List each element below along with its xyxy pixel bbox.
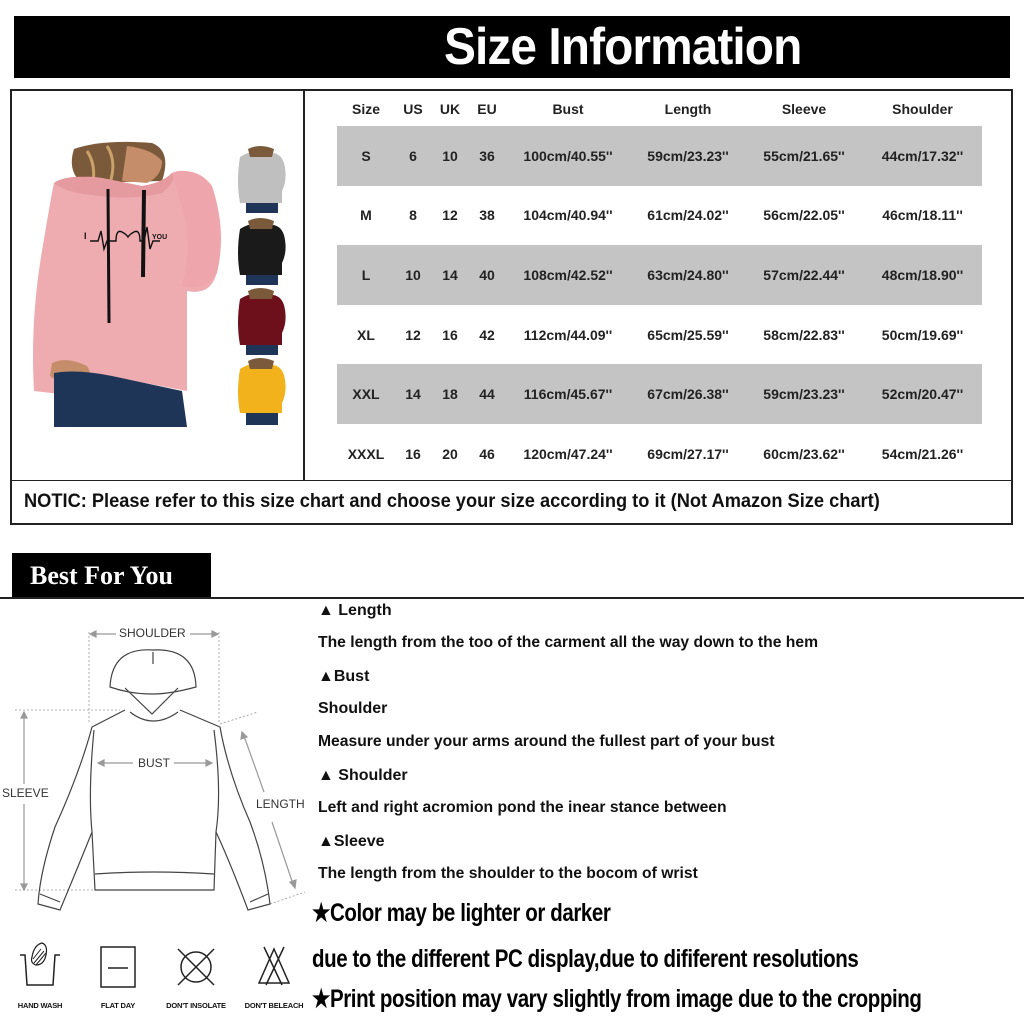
table-row <box>337 186 982 246</box>
cell-bust: 112cm/44.09'' <box>523 326 613 343</box>
best-for-you-tab <box>12 553 211 598</box>
care-label: DON'T BELEACH <box>244 1001 304 1010</box>
cell-uk: 18 <box>431 364 469 424</box>
cell-us: 8 <box>409 207 417 224</box>
cell-sleeve: 55cm/21.65'' <box>745 126 863 186</box>
cell-uk: 12 <box>442 207 458 224</box>
cell-eu: 38 <box>479 207 495 224</box>
cell-size: XXL <box>337 364 395 424</box>
cell-sleeve: 59cm/23.23'' <box>745 364 863 424</box>
size-table-panel <box>307 91 1011 480</box>
page-title: Size Information <box>444 18 802 76</box>
color-variant-yellow <box>238 358 286 425</box>
care-hand-wash <box>0 935 80 1010</box>
cell-sleeve: 56cm/22.05'' <box>763 207 845 224</box>
length-description: The length from the too of the carment all the way down to the hem <box>318 634 819 651</box>
header-eu: EU <box>477 100 497 117</box>
table-row <box>337 364 982 424</box>
cell-shoulder: 50cm/19.69'' <box>881 326 964 343</box>
cell-shoulder: 54cm/21.26'' <box>881 445 964 462</box>
care-flat-dry <box>78 935 158 1010</box>
cell-shoulder: 46cm/18.11'' <box>882 207 963 224</box>
bust-description: Measure under your arms around the fullest part of your bust <box>318 733 775 750</box>
cell-size: S <box>337 126 395 186</box>
table-row <box>337 245 982 305</box>
care-instructions <box>0 935 310 1020</box>
size-table <box>337 91 982 484</box>
cell-eu: 44 <box>469 364 505 424</box>
cell-length: 65cm/25.59'' <box>647 326 729 343</box>
care-label: FLAT DAY <box>100 1001 136 1010</box>
cell-shoulder: 52cm/20.47'' <box>863 364 982 424</box>
cell-eu: 46 <box>479 445 495 462</box>
measurement-diagram <box>0 612 310 912</box>
cell-eu: 36 <box>469 126 505 186</box>
cell-us: 12 <box>405 326 421 343</box>
title-bar <box>14 16 1010 78</box>
table-row <box>337 424 982 484</box>
best-for-you-title: Best For You <box>30 561 173 590</box>
cell-uk: 10 <box>431 126 469 186</box>
svg-text:YOU: YOU <box>152 234 168 241</box>
notice-box <box>10 481 1013 525</box>
svg-text:SHOULDER: SHOULDER <box>119 626 186 640</box>
cell-length: 67cm/26.38'' <box>631 364 745 424</box>
cell-uk: 16 <box>442 326 458 343</box>
color-note: ★Color may be lighter or darker <box>312 899 611 927</box>
cell-size: L <box>337 245 395 305</box>
size-table-header <box>337 91 982 126</box>
cell-shoulder: 48cm/18.90'' <box>863 245 982 305</box>
do-not-tumble-icon <box>156 935 236 995</box>
cell-length: 63cm/24.80'' <box>631 245 745 305</box>
cell-uk: 20 <box>442 445 458 462</box>
header-length: Length <box>664 100 712 117</box>
header-uk: UK <box>439 100 461 117</box>
care-dont-bleach <box>234 935 314 1010</box>
cell-uk: 14 <box>431 245 469 305</box>
table-row <box>337 126 982 186</box>
cell-sleeve: 57cm/22.44'' <box>745 245 863 305</box>
cell-bust: 108cm/42.52'' <box>505 245 631 305</box>
cell-sleeve: 60cm/23.62'' <box>763 445 845 462</box>
hand-wash-icon <box>0 935 80 995</box>
cell-length: 69cm/27.17'' <box>647 445 729 462</box>
bust-heading: ▲Bust <box>318 668 370 685</box>
cell-us: 14 <box>395 364 431 424</box>
header-size: Size <box>351 100 380 117</box>
sleeve-description: The length from the shoulder to the bocom of wrist <box>318 865 698 882</box>
shoulder-heading: ▲ Shoulder <box>318 767 408 784</box>
section-divider <box>0 597 1024 599</box>
sleeve-heading: ▲Sleeve <box>318 833 385 850</box>
hoodie-diagram-icon <box>0 612 310 912</box>
product-photo-panel <box>12 91 305 480</box>
header-sleeve: Sleeve <box>781 100 827 117</box>
svg-text:LENGTH: LENGTH <box>256 797 305 811</box>
size-chart-frame <box>10 89 1013 482</box>
cell-us: 6 <box>395 126 431 186</box>
cell-size: XL <box>357 326 375 343</box>
flat-dry-icon <box>78 935 158 995</box>
cell-sleeve: 58cm/22.83'' <box>763 326 845 343</box>
svg-text:BUST: BUST <box>138 756 171 770</box>
header-bust: Bust <box>552 100 584 117</box>
cell-length: 59cm/23.23'' <box>631 126 745 186</box>
print-note: ★Print position may vary slightly from image due to the cropping <box>312 985 922 1013</box>
cell-size: M <box>360 207 372 224</box>
cell-eu: 42 <box>479 326 495 343</box>
do-not-bleach-icon <box>234 935 314 995</box>
cell-shoulder: 44cm/17.32'' <box>863 126 982 186</box>
cell-bust: 120cm/47.24'' <box>523 445 613 462</box>
cell-bust: 116cm/45.67'' <box>505 364 631 424</box>
display-note: due to the different PC display,due to dififerent resolutions <box>312 945 859 973</box>
color-variant-black <box>238 218 286 285</box>
color-variant-wine-red <box>238 288 286 355</box>
care-label: DON'T INSOLATE <box>166 1001 226 1010</box>
notice-text: NOTIC: Please refer to this size chart and choose your size according to it (Not Amazon Size chart) <box>24 491 880 512</box>
table-row <box>337 305 982 365</box>
cell-size: XXXL <box>347 445 385 462</box>
svg-text:I: I <box>84 231 87 241</box>
svg-text:SLEEVE: SLEEVE <box>2 786 49 800</box>
cell-length: 61cm/24.02'' <box>647 207 729 224</box>
header-us: US <box>403 100 423 117</box>
header-shoulder: Shoulder <box>892 100 953 117</box>
cell-bust: 104cm/40.94'' <box>523 207 613 224</box>
shoulder-description: Left and right acromion pond the inear stance between <box>318 799 727 816</box>
cell-us: 10 <box>395 245 431 305</box>
care-dont-insolate <box>156 935 236 1010</box>
bust-subheading: Shoulder <box>318 700 388 717</box>
color-variant-gray <box>238 146 286 213</box>
cell-eu: 40 <box>469 245 505 305</box>
length-heading: ▲ Length <box>318 602 392 619</box>
cell-us: 16 <box>405 445 421 462</box>
care-label: HAND WASH <box>17 1001 63 1010</box>
product-photo <box>12 91 305 480</box>
cell-bust: 100cm/40.55'' <box>505 126 631 186</box>
